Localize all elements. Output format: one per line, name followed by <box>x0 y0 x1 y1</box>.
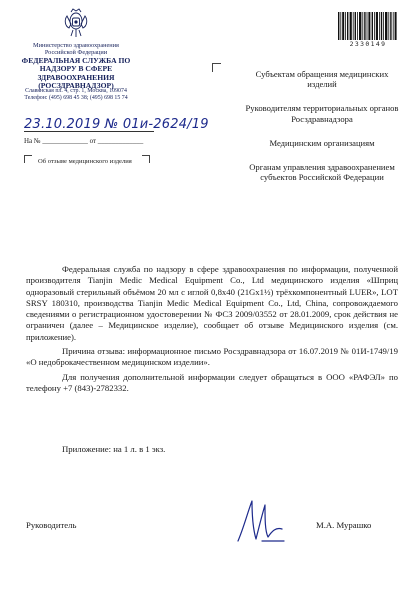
phone-line: Телефон: (495) 698 45 38; (495) 698 15 74 <box>24 95 128 102</box>
signatory-title: Руководитель <box>26 520 77 530</box>
addressee-block <box>242 69 402 196</box>
letter-body <box>26 264 398 397</box>
signatory-name: М.А. Мурашко <box>316 520 372 530</box>
address-line: Славянская пл. 4, стр. 1, Москва, 109074 <box>25 88 127 94</box>
ministry-name: Министерство здравоохранения Российской Федерации <box>33 42 119 57</box>
subject-corner-right <box>142 155 150 163</box>
attachment-note: Приложение: на 1 л. в 1 экз. <box>62 444 166 454</box>
addressee-item: Медицинским организациям <box>269 137 375 148</box>
handwritten-signature <box>232 497 292 547</box>
barcode-number: 2330149 <box>349 40 387 48</box>
agency-name: ФЕДЕРАЛЬНАЯ СЛУЖБА ПО НАДЗОРУ В СФЕРЕ ЗДРАВООХРАНЕНИЯ (РОСЗДРАВНАДЗОР) <box>21 56 131 91</box>
registration-underline <box>24 131 154 132</box>
registration-date-number: 23.10.2019 № 01и-2624/19 <box>24 117 209 132</box>
body-paragraph: Федеральная служба по надзору в сфере здравоохранения по информации, полученной производителя Tianjin Medic Medical Equipment Co., Ltd медицинского изделия «Шприц одноразовый стерильный объёмом 20 мл с иглой 0,8х40 (21Gх1½) трёхкомпонентный LUER», LOT SRSY 180310, производства Tianjin Medic Medical Equipment Co., Ltd, China, сопровождаемого сведениями о регистрационном удостоверении № ФСЗ 2009/03552 от 28.01.2009, срок действия не ограничен (далее – Медицинское изделие), сообщает об отзыве Медицинского изделия (см. приложение). <box>26 264 398 342</box>
addressee-item: Органам управления здравоохранением субъектов Российской Федерации <box>249 161 395 182</box>
reference-number-line: На № _____________ от _____________ <box>24 137 144 145</box>
barcode <box>338 12 398 40</box>
subject-corner-left <box>24 155 32 163</box>
body-paragraph: Для получения дополнительной информации следует обращаться в ООО «РАФЭЛ» по телефону +7 (843)-2782332. <box>26 371 398 393</box>
letter-subject: Об отзыве медицинского изделия <box>38 158 132 165</box>
coat-of-arms-emblem <box>61 6 91 40</box>
addressee-item: Руководителям территориальных органов Росздравнадзора <box>245 103 399 124</box>
body-paragraph: Причина отзыва: информационное письмо Росздравнадзора от 16.07.2019 № 01И-1749/19 «О недоброкачественном медицинском изделии». <box>26 346 398 368</box>
addressee-corner-mark <box>212 63 221 72</box>
agency-address <box>18 88 134 103</box>
addressee-item: Субъектам обращения медицинских изделий <box>255 69 389 90</box>
